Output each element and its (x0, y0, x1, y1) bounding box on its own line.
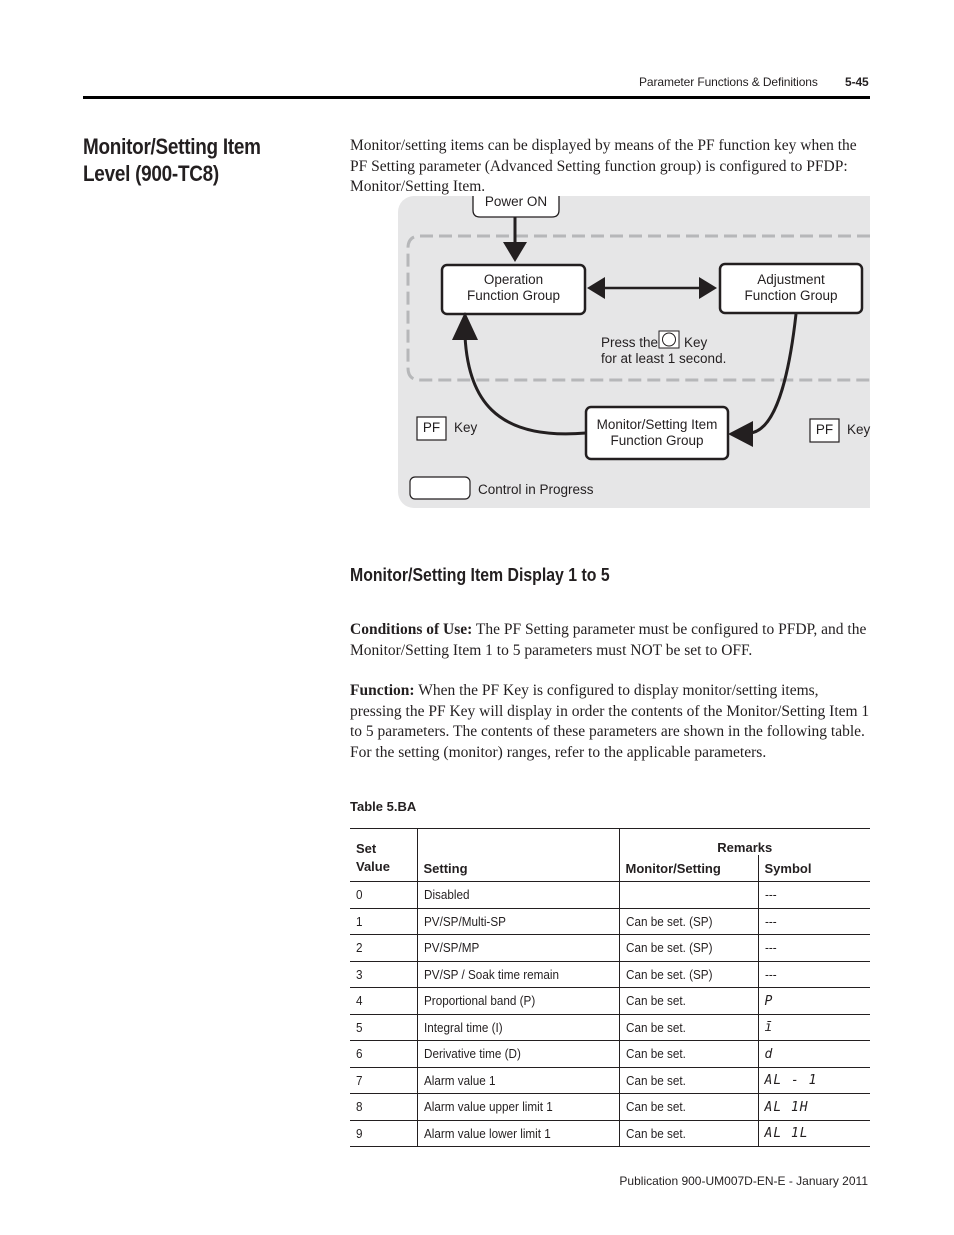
pf-key-right-label: PF (815, 422, 834, 437)
symbol-cell (758, 1014, 870, 1041)
set-value-cell-text: 4 (356, 993, 363, 1009)
power-on-label: Power ON (484, 194, 548, 209)
set-value-cell (350, 935, 417, 962)
setting-cell-text: Alarm value lower limit 1 (423, 1125, 551, 1141)
set-value-cell-text: 8 (356, 1099, 363, 1115)
setting-cell-text: Proportional band (P) (423, 993, 535, 1009)
table-row (350, 988, 870, 1015)
setting-cell-text: Alarm value 1 (423, 1072, 496, 1088)
monitor-setting-cell (619, 988, 758, 1015)
setting-cell-text: Integral time (I) (423, 1019, 503, 1035)
monitor-setting-cell-text: Can be set. (SP) (625, 940, 712, 956)
table-row (350, 935, 870, 962)
setting-cell-text: PV/SP/Multi-SP (423, 913, 506, 929)
conditions-paragraph (350, 620, 872, 661)
header-rule (83, 96, 870, 99)
set-value-cell (350, 1014, 417, 1041)
header-symbol: Symbol (758, 855, 870, 882)
table-caption: Table 5.BA (350, 799, 417, 814)
monitor-setting-cell (619, 961, 758, 988)
adjustment-label-line1: Adjustment (757, 272, 825, 287)
symbol-cell (758, 1041, 870, 1068)
set-value-cell-text: 6 (356, 1046, 363, 1062)
monitor-setting-cell-text: Can be set. (SP) (625, 966, 712, 982)
section-title: Monitor/Setting Item Level (900-TC8) (83, 134, 261, 186)
monitor-label-line1: Monitor/Setting Item (596, 417, 718, 432)
adjustment-label-line2: Function Group (744, 288, 838, 303)
set-value-cell-text: 5 (356, 1019, 363, 1035)
setting-cell (417, 935, 619, 962)
page-number: 5-45 (845, 75, 869, 89)
symbol-cell-text: --- (764, 913, 777, 929)
symbol-cell-text: d (764, 1046, 774, 1062)
set-value-cell (350, 1067, 417, 1094)
table-row (350, 1094, 870, 1121)
header-set-value: Set Value (350, 829, 417, 882)
header-remarks: Remarks (619, 829, 870, 855)
symbol-cell-text: AL 1H (764, 1099, 809, 1115)
set-value-cell (350, 908, 417, 935)
operation-label-line2: Function Group (466, 288, 561, 303)
symbol-cell-text: --- (764, 966, 777, 982)
set-value-cell-text: 0 (356, 887, 363, 903)
setting-cell (417, 1067, 619, 1094)
monitor-setting-cell-text: Can be set. (SP) (625, 913, 712, 929)
monitor-setting-cell-text: Can be set. (625, 1072, 686, 1088)
pf-key-left-label: PF (422, 420, 441, 435)
symbol-cell (758, 908, 870, 935)
control-legend-box (410, 477, 470, 499)
monitor-setting-cell-text: Can be set. (625, 993, 686, 1009)
table-row (350, 1041, 870, 1068)
key-right-label: Key (847, 422, 871, 437)
set-value-cell-text: 2 (356, 940, 363, 956)
symbol-cell-text: --- (764, 940, 777, 956)
setting-cell (417, 961, 619, 988)
monitor-setting-cell-text: Can be set. (625, 1046, 686, 1062)
subheading: Monitor/Setting Item Display 1 to 5 (350, 565, 610, 585)
symbol-cell (758, 961, 870, 988)
symbol-cell (758, 882, 870, 909)
setting-cell-text: PV/SP / Soak time remain (423, 966, 559, 982)
table-row (350, 908, 870, 935)
monitor-setting-cell (619, 1041, 758, 1068)
adjustment-label (720, 272, 862, 304)
function-text: When the PF Key is configured to display monitor/setting items, pressing the PF Key will display in order the contents of the Monitor/Setting Item 1 to 5 parameters. The contents of these parameters are shown in the following table. For the setting (monitor) ranges, refer to the applicable parameters. (350, 682, 870, 761)
table-row (350, 961, 870, 988)
header-monitor-setting: Monitor/Setting (619, 855, 758, 882)
table-row (350, 882, 870, 909)
monitor-setting-cell (619, 1014, 758, 1041)
monitor-setting-cell (619, 882, 758, 909)
set-value-cell-text: 3 (356, 966, 363, 982)
monitor-setting-cell-text: Can be set. (625, 1125, 686, 1141)
monitor-setting-cell (619, 1067, 758, 1094)
table-row (350, 1067, 870, 1094)
settings-table (350, 828, 870, 1147)
set-value-cell (350, 1041, 417, 1068)
press-the-text: Press the (601, 335, 659, 350)
setting-cell (417, 908, 619, 935)
table-row (350, 1014, 870, 1041)
symbol-cell-text: AL - 1 (764, 1073, 818, 1089)
setting-cell (417, 1041, 619, 1068)
header-setting: Setting (417, 829, 619, 882)
function-label: Function: (350, 682, 415, 699)
monitor-label-line2: Function Group (610, 433, 704, 448)
control-in-progress-label: Control in Progress (478, 482, 594, 497)
set-value-cell (350, 988, 417, 1015)
setting-cell-text: Disabled (423, 887, 470, 903)
function-paragraph (350, 681, 872, 763)
set-value-cell-text: 9 (356, 1125, 363, 1141)
press-duration-text: for at least 1 second. (601, 351, 727, 366)
set-value-cell (350, 1094, 417, 1121)
symbol-cell (758, 1067, 870, 1094)
running-header: Parameter Functions & Definitions (639, 75, 818, 89)
setting-cell (417, 882, 619, 909)
set-value-cell (350, 882, 417, 909)
monitor-setting-cell (619, 935, 758, 962)
conditions-text: The PF Setting parameter must be configured to PFDP, and the Monitor/Setting Item 1 to 5 parameters must NOT be set to OFF. (350, 621, 867, 659)
monitor-setting-cell-text: Can be set. (625, 1019, 686, 1035)
set-value-cell-text: 7 (356, 1072, 363, 1088)
monitor-setting-cell (619, 908, 758, 935)
setting-cell (417, 1120, 619, 1147)
symbol-cell-text: P (764, 993, 774, 1009)
set-value-cell (350, 961, 417, 988)
operation-label-line1: Operation (483, 272, 544, 287)
operation-label (442, 272, 585, 304)
publication-footer: Publication 900-UM007D-EN-E - January 2011 (619, 1174, 868, 1188)
symbol-cell-text: --- (764, 887, 777, 903)
symbol-cell (758, 1120, 870, 1147)
press-key-instruction (601, 335, 726, 367)
level-transition-diagram (398, 196, 870, 508)
monitor-setting-cell-text: Can be set. (625, 1099, 686, 1115)
symbol-cell (758, 988, 870, 1015)
conditions-label: Conditions of Use: (350, 621, 473, 638)
setting-cell (417, 988, 619, 1015)
key-left-label: Key (454, 420, 478, 435)
monitor-setting-cell (619, 1094, 758, 1121)
set-value-cell-text: 1 (356, 913, 363, 929)
symbol-cell (758, 1094, 870, 1121)
set-value-cell (350, 1120, 417, 1147)
monitor-label (586, 417, 728, 449)
monitor-setting-cell (619, 1120, 758, 1147)
setting-cell (417, 1014, 619, 1041)
symbol-cell (758, 935, 870, 962)
intro-paragraph: Monitor/setting items can be displayed by means of the PF function key when the PF Setting parameter (Advanced Setting function group) is configured to PFDP: Monitor/Setting Item. (350, 137, 857, 195)
setting-cell-text: PV/SP/MP (423, 940, 479, 956)
setting-cell-text: Alarm value upper limit 1 (423, 1099, 553, 1115)
symbol-cell-text: ī (764, 1020, 774, 1036)
setting-cell (417, 1094, 619, 1121)
table-row (350, 1120, 870, 1147)
symbol-cell-text: AL 1L (764, 1126, 809, 1142)
setting-cell-text: Derivative time (D) (423, 1046, 521, 1062)
press-key-text: Key (684, 335, 708, 350)
